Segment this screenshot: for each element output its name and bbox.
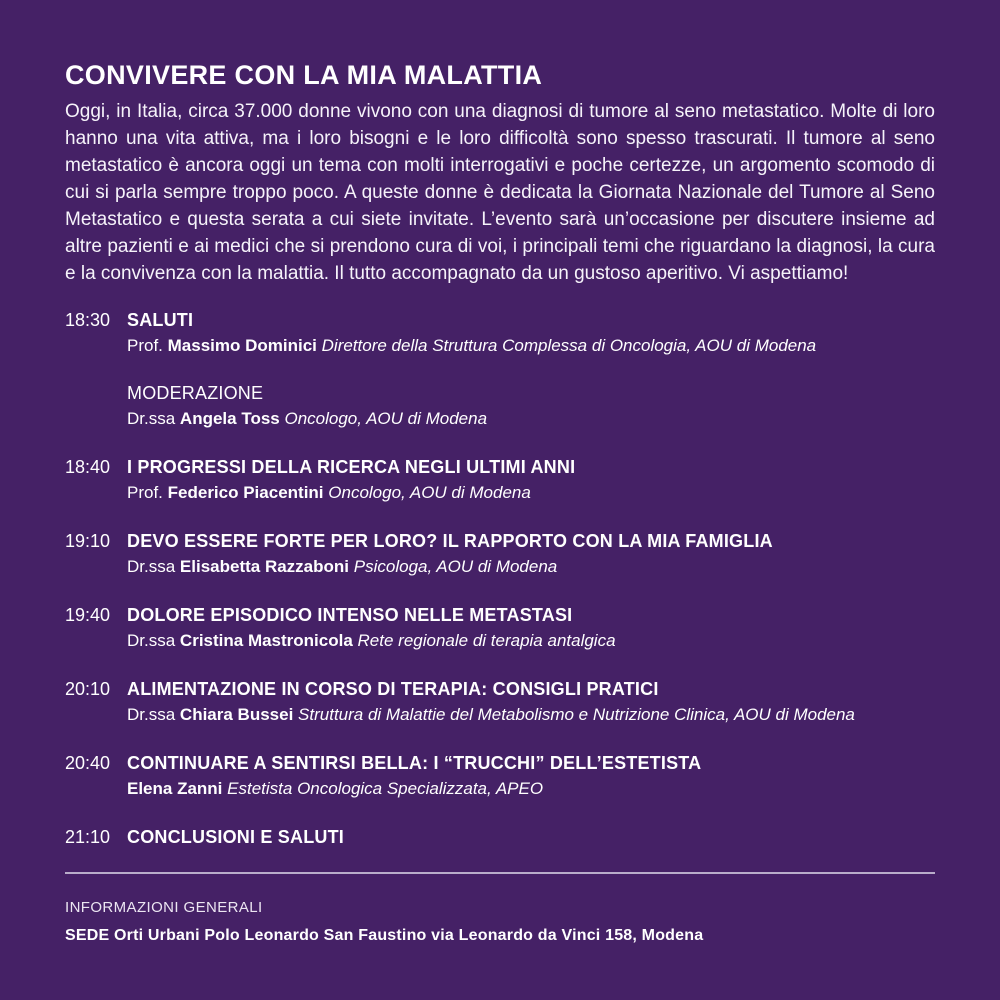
schedule-time: 18:40	[65, 457, 111, 477]
schedule-details	[127, 602, 935, 654]
speaker-prefix: Dr.ssa	[127, 631, 176, 650]
schedule-speaker	[127, 554, 935, 580]
speaker-prefix: Dr.ssa	[127, 557, 176, 576]
speaker-name: Angela Toss	[179, 409, 280, 428]
speaker-role: Estetista Oncologica Specializzata, APEO	[227, 779, 544, 798]
speaker-role: Rete regionale di terapia antalgica	[357, 631, 616, 650]
schedule-title: DOLORE EPISODICO INTENSO NELLE METASTASI	[127, 605, 573, 625]
schedule-title: DEVO ESSERE FORTE PER LORO? IL RAPPORTO CON LA MIA FAMIGLIA	[127, 531, 773, 551]
schedule-time: 19:40	[65, 605, 111, 625]
schedule-list	[65, 307, 935, 850]
moderation-speaker	[127, 406, 935, 432]
schedule-details	[127, 528, 935, 580]
schedule-time: 18:30	[65, 310, 111, 330]
schedule-speaker	[127, 333, 935, 359]
schedule-time: 19:10	[65, 531, 111, 551]
schedule-speaker	[127, 702, 935, 728]
schedule-details	[127, 454, 935, 506]
speaker-name: Elisabetta Razzaboni	[179, 557, 350, 576]
schedule-time: 21:10	[65, 827, 111, 847]
intro-paragraph: Oggi, in Italia, circa 37.000 donne vivono con una diagnosi di tumore al seno metastatico. Molte di loro hanno una vita attiva, ma i loro bisogni e le loro difficoltà sono spesso trascurati. Il tumore al seno metastatico è ancora oggi un tema con molti interrogativi e poche certezze, un argomento scomodo di cui si parla sempre troppo poco. A queste donne è dedicata la Giornata Nazionale del Tumore al Seno Metastatico e questa serata a cui siete invitate. L’evento sarà un’occasione per discutere insieme ad altre pazienti e ai medici che si prendono cura di voi, i principali temi che riguardano la diagnosi, la cura e la convivenza con la malattia. Il tutto accompagnato da un gustoso aperitivo. Vi aspettiamo!	[65, 101, 935, 284]
speaker-role: Direttore della Struttura Complessa di Oncologia, AOU di Modena	[321, 336, 817, 355]
speaker-prefix: Dr.ssa	[127, 705, 176, 724]
speaker-name: Cristina Mastronicola	[179, 631, 353, 650]
footer-divider	[65, 872, 935, 874]
schedule-item	[65, 528, 935, 580]
schedule-time: 20:10	[65, 679, 111, 699]
schedule-item	[65, 750, 935, 802]
schedule-title: ALIMENTAZIONE IN CORSO DI TERAPIA: CONSIGLI PRATICI	[127, 679, 659, 699]
schedule-speaker	[127, 628, 935, 654]
speaker-role: Oncologo, AOU di Modena	[328, 483, 531, 502]
schedule-details	[127, 824, 935, 850]
speaker-role: Struttura di Malattie del Metabolismo e Nutrizione Clinica, AOU di Modena	[298, 705, 855, 724]
schedule-title: CONCLUSIONI E SALUTI	[127, 827, 345, 847]
schedule-item	[65, 602, 935, 654]
schedule-item	[65, 676, 935, 728]
schedule-title: CONTINUARE A SENTIRSI BELLA: I “TRUCCHI” DELL’ESTETISTA	[127, 753, 702, 773]
schedule-speaker	[127, 480, 935, 506]
schedule-item	[65, 824, 935, 850]
page-title: CONVIVERE CON LA MIA MALATTIA	[65, 60, 543, 90]
speaker-prefix: Dr.ssa	[127, 409, 176, 428]
speaker-name: Massimo Dominici	[167, 336, 317, 355]
speaker-name: Federico Piacentini	[167, 483, 324, 502]
speaker-prefix: Prof.	[127, 336, 163, 355]
speaker-name: Elena Zanni	[127, 779, 223, 798]
speaker-role: Oncologo, AOU di Modena	[284, 409, 488, 428]
schedule-item	[65, 454, 935, 506]
schedule-details	[127, 676, 935, 728]
general-info-label: INFORMAZIONI GENERALI	[65, 899, 263, 916]
schedule-details	[127, 307, 935, 432]
speaker-prefix: Prof.	[127, 483, 163, 502]
venue-line: SEDE Orti Urbani Polo Leonardo San Faustino via Leonardo da Vinci 158, Modena	[65, 927, 704, 944]
schedule-title: SALUTI	[127, 310, 194, 330]
schedule-speaker	[127, 776, 935, 802]
schedule-title: I PROGRESSI DELLA RICERCA NEGLI ULTIMI ANNI	[127, 457, 576, 477]
speaker-name: Chiara Bussei	[179, 705, 294, 724]
moderation-label: MODERAZIONE	[127, 383, 264, 403]
speaker-role: Psicologa, AOU di Modena	[353, 557, 558, 576]
schedule-item	[65, 307, 935, 432]
schedule-time: 20:40	[65, 753, 111, 773]
schedule-details	[127, 750, 935, 802]
